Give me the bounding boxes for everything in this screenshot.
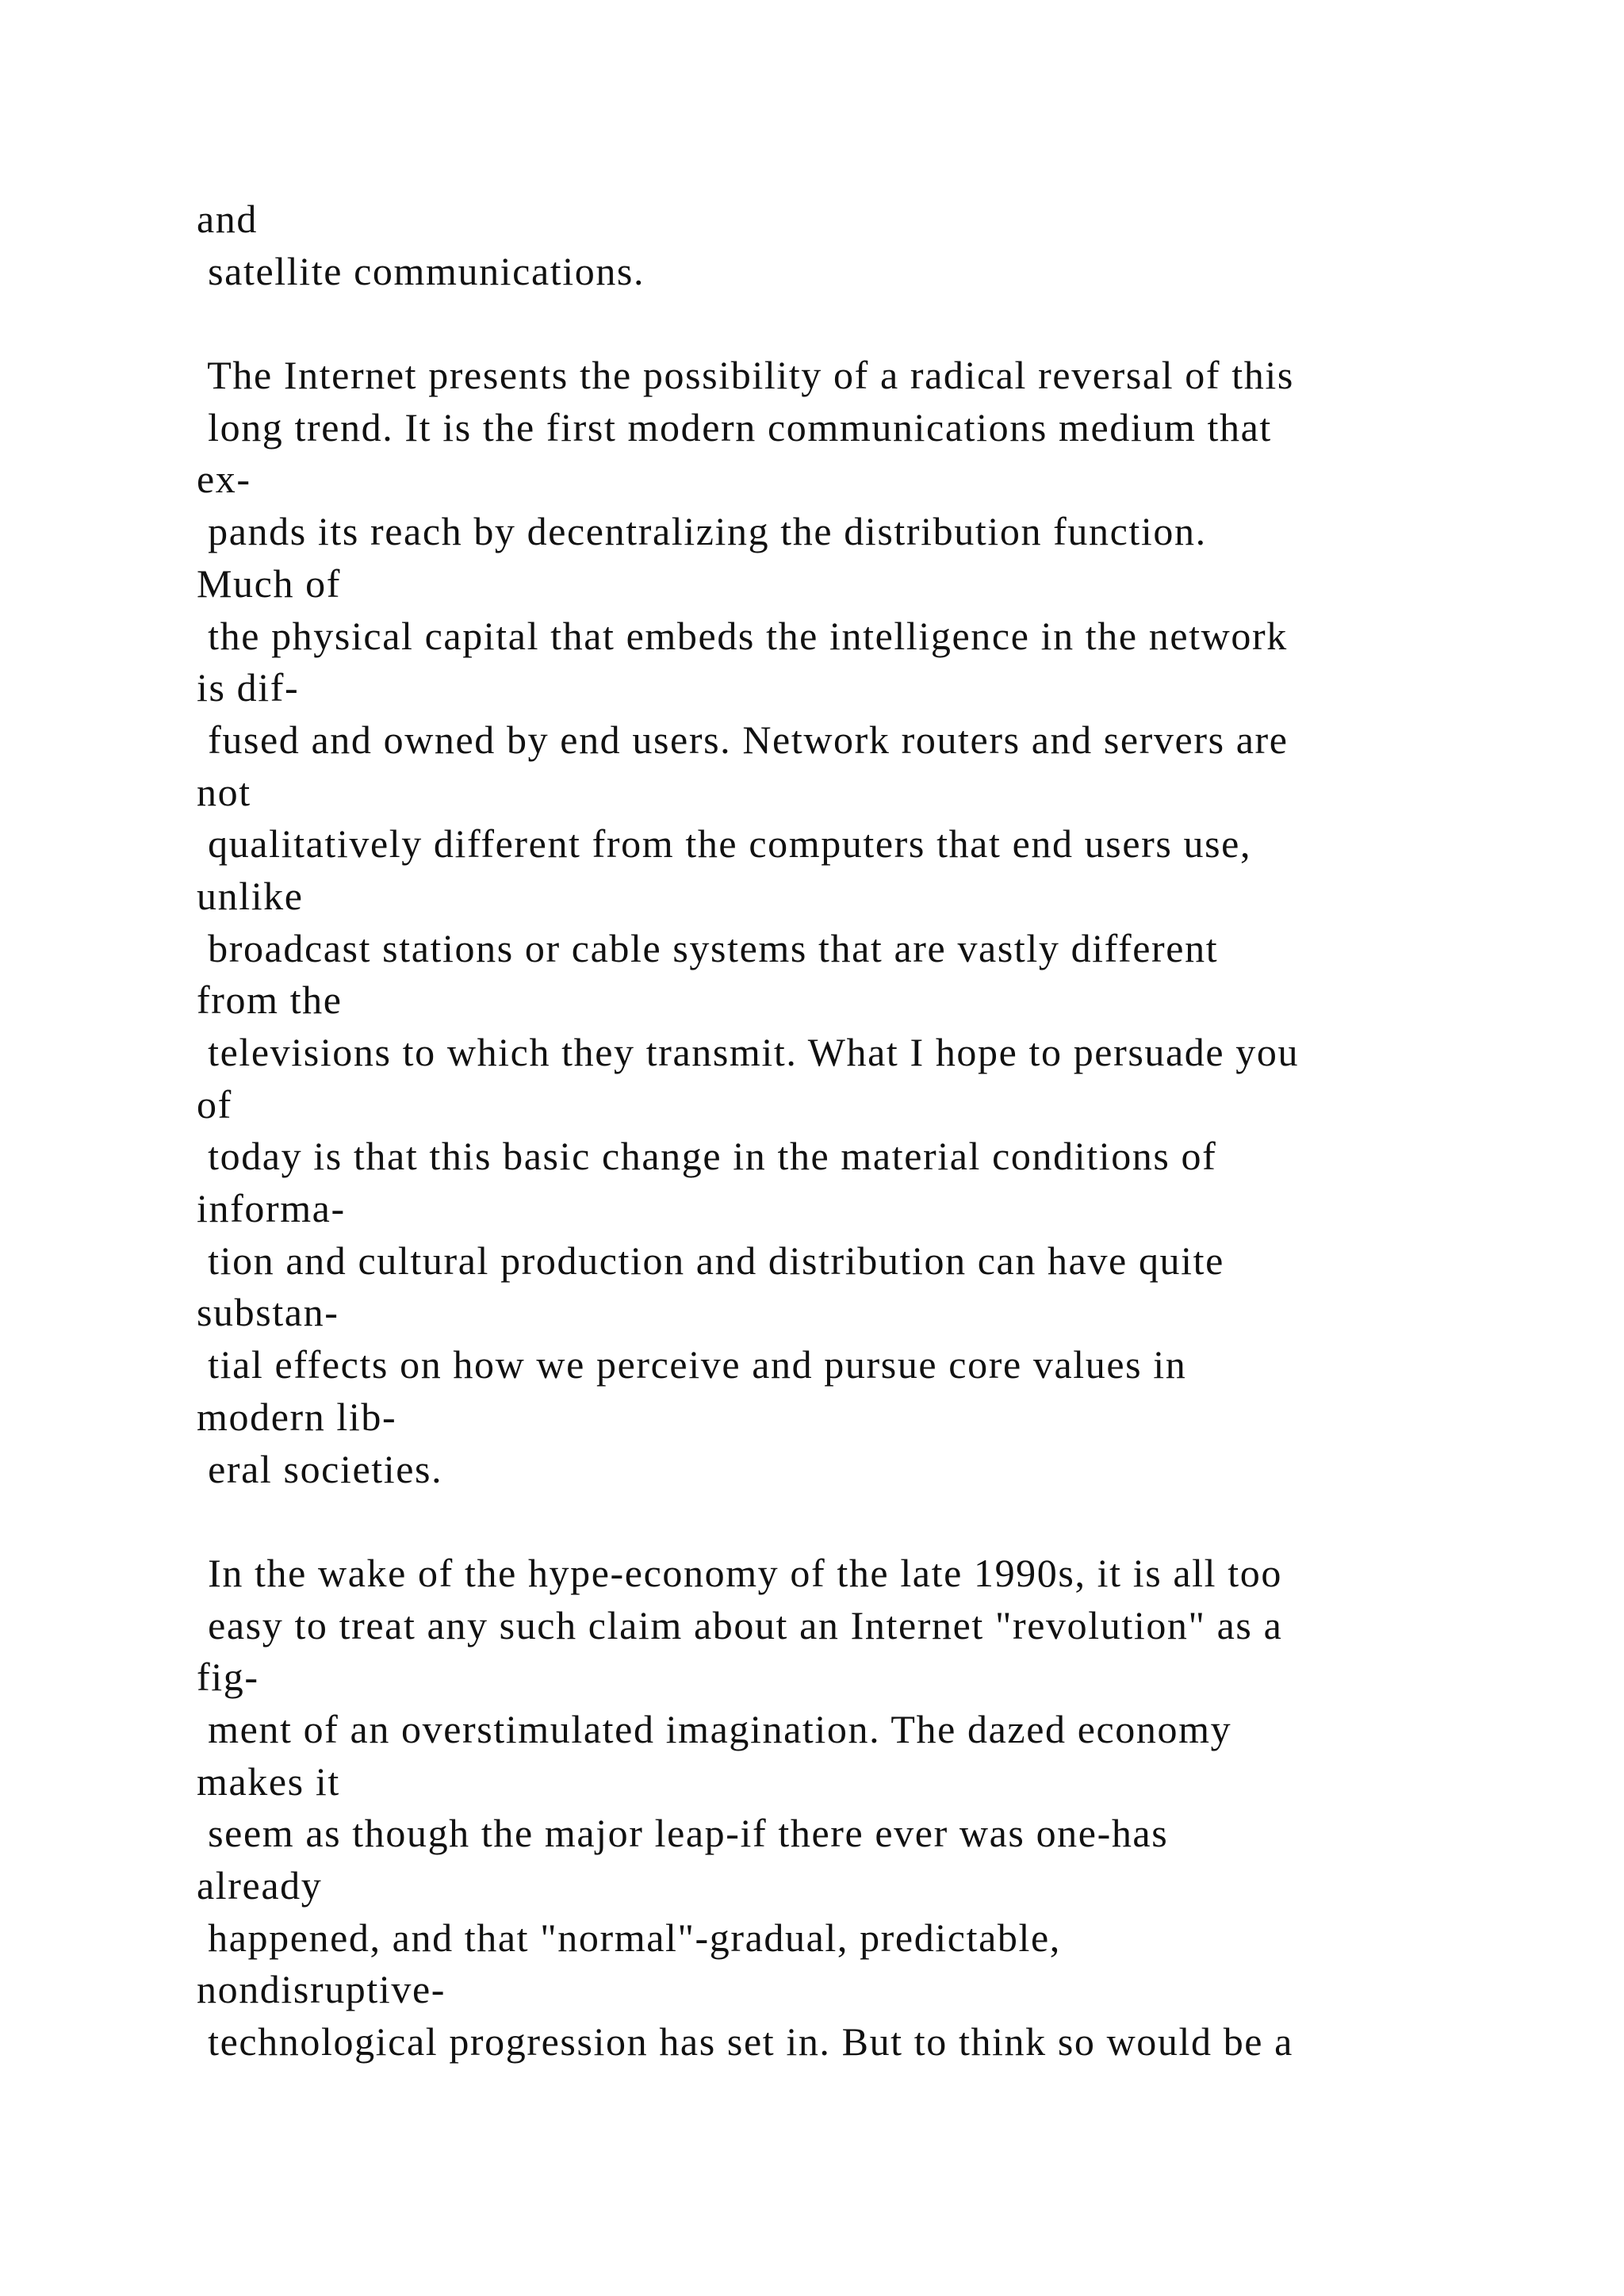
text-line: not bbox=[197, 769, 251, 814]
text-line: already bbox=[197, 1863, 323, 1908]
text-line: the physical capital that embeds the intelligence in the network bbox=[197, 613, 1288, 658]
text-line: tial effects on how we perceive and pursue core values in bbox=[197, 1342, 1187, 1387]
text-line: satellite communications. bbox=[197, 248, 645, 293]
text-line: The Internet presents the possibility of a radical reversal of this bbox=[197, 353, 1294, 398]
text-line: eral societies. bbox=[197, 1446, 443, 1491]
text-line: substan- bbox=[197, 1290, 339, 1335]
text-line: televisions to which they transmit. What I hope to persuade you bbox=[197, 1030, 1300, 1074]
text-line: Much of bbox=[197, 561, 342, 606]
text-line: pands its reach by decentralizing the distribution function. bbox=[197, 509, 1207, 554]
text-line: fig- bbox=[197, 1655, 259, 1700]
text-line: from the bbox=[197, 978, 343, 1023]
text-line: informa- bbox=[197, 1186, 346, 1231]
text-line: qualitatively different from the computers that end users use, bbox=[197, 821, 1252, 867]
text-line: long trend. It is the first modern communications medium that bbox=[197, 404, 1272, 450]
text-line: technological progression has set in. But to think so would be a bbox=[197, 2019, 1293, 2064]
text-line: and bbox=[197, 197, 258, 241]
text-line: unlike bbox=[197, 873, 304, 918]
text-line: nondisruptive- bbox=[197, 1967, 446, 2012]
text-line: is dif- bbox=[197, 665, 300, 710]
text-line: of bbox=[197, 1081, 232, 1127]
text-line: tion and cultural production and distribution can have quite bbox=[197, 1238, 1224, 1283]
text-line: ex- bbox=[197, 457, 251, 502]
body-text bbox=[197, 193, 1497, 2068]
text-line: today is that this basic change in the material conditions of bbox=[197, 1134, 1217, 1179]
text-line: fused and owned by end users. Network routers and servers are bbox=[197, 717, 1289, 762]
text-line: happened, and that "normal"-gradual, predictable, bbox=[197, 1915, 1061, 1960]
text-line: In the wake of the hype-economy of the late 1990s, it is all too bbox=[197, 1550, 1282, 1595]
text-line: ment of an overstimulated imagination. The dazed economy bbox=[197, 1706, 1232, 1751]
text-line: easy to treat any such claim about an Internet "revolution" as a bbox=[197, 1602, 1283, 1647]
text-line: broadcast stations or cable systems that are vastly different bbox=[197, 925, 1219, 970]
blank-line bbox=[197, 297, 1497, 350]
blank-line bbox=[197, 1495, 1497, 1548]
text-line: makes it bbox=[197, 1758, 340, 1804]
text-line: modern lib- bbox=[197, 1394, 397, 1439]
text-line: seem as though the major leap-if there ever was one-has bbox=[197, 1811, 1169, 1856]
